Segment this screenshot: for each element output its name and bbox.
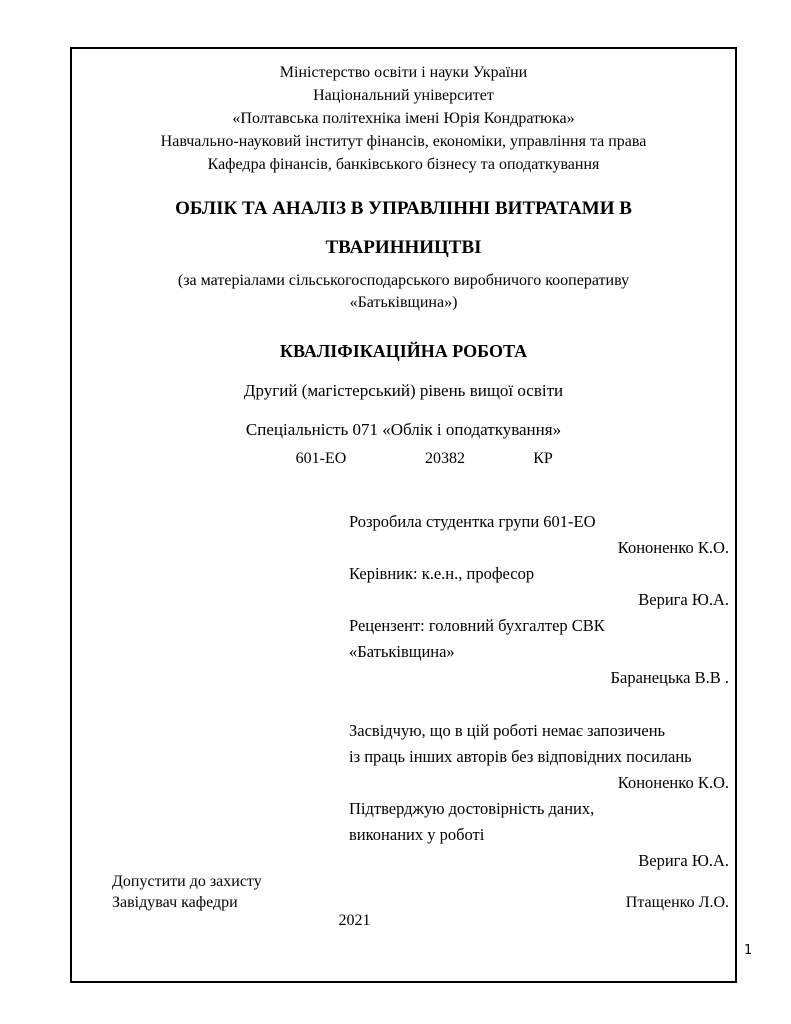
reviewer-label-line1: Рецензент: головний бухгалтер СВК bbox=[349, 616, 605, 635]
year-line: 2021 bbox=[338, 912, 371, 929]
work-title-line2: ТВАРИННИЦТВІ bbox=[325, 237, 482, 258]
no-borrowings-line2: із праць інших авторів без відповідних посилань bbox=[349, 747, 692, 766]
codes-line bbox=[72, 448, 735, 470]
attestation-supervisor-name: Верига Ю.А. bbox=[638, 851, 729, 870]
work-title-line1: ОБЛІК ТА АНАЛІЗ В УПРАВЛІННІ ВИТРАТАМИ В bbox=[175, 198, 632, 219]
no-borrowings-line1: Засвідчую, що в цій роботі немає запозичень bbox=[349, 721, 666, 740]
specialty-line: Спеціальність 071 «Облік і оподаткування» bbox=[245, 420, 562, 439]
university-name-line: «Полтавська політехніка імені Юрія Кондратюка» bbox=[232, 110, 575, 127]
work-subtitle-line1: (за матеріалами сільськогосподарського виробничого кооперативу bbox=[177, 272, 630, 289]
supervisor-label: Керівник: к.е.н., професор bbox=[349, 564, 535, 583]
work-title bbox=[72, 189, 735, 267]
reviewer-label-line2: «Батьківщина» bbox=[349, 642, 455, 661]
student-name: Кононенко К.О. bbox=[617, 538, 729, 557]
ministry-line: Міністерство освіти і науки України bbox=[279, 64, 528, 81]
credits-block bbox=[349, 509, 729, 691]
education-level: Другий (магістерський) рівень вищої освіти bbox=[243, 381, 564, 400]
record-number: 20382 bbox=[425, 450, 465, 467]
university-line: Національний університет bbox=[313, 87, 494, 104]
approval-block bbox=[112, 871, 729, 913]
institution-header bbox=[72, 61, 735, 176]
work-subtitle bbox=[72, 270, 735, 314]
work-code: КР bbox=[533, 450, 553, 467]
department-line: Кафедра фінансів, банківського бізнесу та оподаткування bbox=[207, 156, 600, 173]
work-subtitle-line2: «Батьківщина») bbox=[349, 294, 458, 311]
head-name: Птащенко Л.О. bbox=[625, 894, 729, 911]
title-page-frame bbox=[70, 47, 737, 983]
developed-by-line: Розробила студентка групи 601-ЕО bbox=[349, 512, 596, 531]
qualification-heading: КВАЛІФІКАЦІЙНА РОБОТА bbox=[279, 341, 528, 361]
confirm-line1: Підтверджую достовірність даних, bbox=[349, 799, 595, 818]
attestation-block bbox=[349, 718, 729, 874]
group-code: 601-ЕО bbox=[295, 450, 347, 467]
institute-line: Навчально-науковий інститут фінансів, економіки, управління та права bbox=[160, 133, 647, 150]
attestation-student-name: Кононенко К.О. bbox=[617, 773, 729, 792]
admit-line: Допустити до захисту bbox=[112, 873, 262, 890]
supervisor-name: Верига Ю.А. bbox=[638, 590, 729, 609]
reviewer-name: Баранецька В.В . bbox=[610, 668, 729, 687]
page-number: 1 bbox=[744, 943, 753, 958]
head-label: Завідувач кафедри bbox=[112, 894, 238, 911]
confirm-line2: виконаних у роботі bbox=[349, 825, 485, 844]
